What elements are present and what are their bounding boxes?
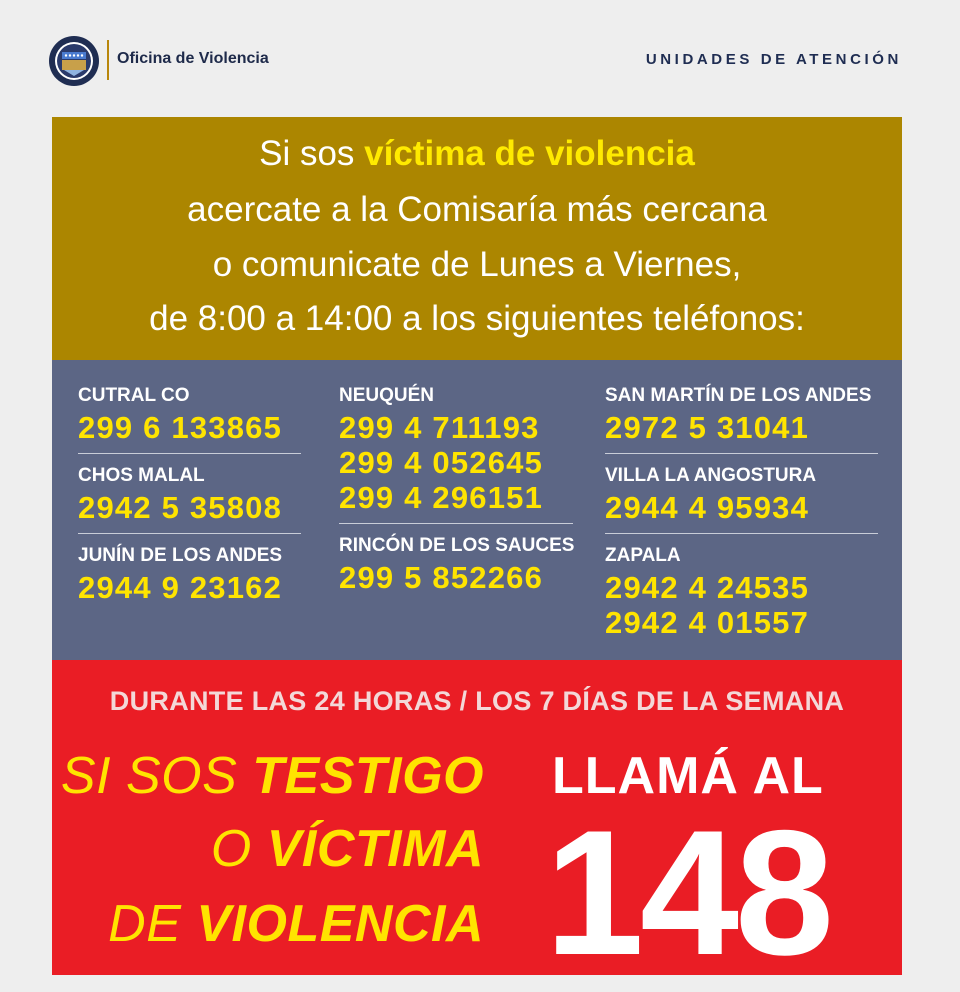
phone-number[interactable]: 299 4 711193 <box>339 410 540 445</box>
witness-line-3-emphasis: VIOLENCIA <box>196 895 484 953</box>
emergency-number[interactable]: 148 <box>545 793 830 992</box>
phone-number[interactable]: 2942 4 24535 <box>605 570 810 605</box>
witness-line-3 <box>108 894 484 954</box>
location-label: CUTRAL CO <box>78 385 190 406</box>
location-label: SAN MARTÍN DE LOS ANDES <box>605 385 872 406</box>
divider <box>605 453 878 454</box>
units-title: UNIDADES DE ATENCIÓN <box>645 51 902 68</box>
witness-line-1-emphasis: TESTIGO <box>252 747 484 805</box>
location-label: RINCÓN DE LOS SAUCES <box>339 535 575 556</box>
witness-line-2 <box>211 819 484 879</box>
hours-text: DURANTE LAS 24 HORAS / LOS 7 DÍAS DE LA SEMANA <box>109 686 845 716</box>
intro-line-1-text: Si sos <box>259 134 365 173</box>
call-label: LLAMÁ AL <box>552 747 824 805</box>
phone-number[interactable]: 299 4 296151 <box>339 480 544 515</box>
phone-number[interactable]: 299 5 852266 <box>339 560 544 595</box>
location-label: JUNÍN DE LOS ANDES <box>78 545 283 566</box>
org-name: Oficina de Violencia <box>117 50 269 67</box>
phone-directory <box>52 360 902 660</box>
divider <box>78 453 301 454</box>
witness-line-2-prefix: O <box>210 820 267 878</box>
phone-number[interactable]: 2972 5 31041 <box>605 410 810 445</box>
witness-line-2-emphasis: VÍCTIMA <box>266 820 484 878</box>
phone-number[interactable]: 2942 4 01557 <box>605 605 810 640</box>
divider <box>605 533 878 534</box>
logo-divider <box>107 40 109 80</box>
intro-line-4: de 8:00 a 14:00 a los siguientes teléfonos: <box>149 299 805 338</box>
emergency-banner <box>52 660 902 992</box>
phone-number[interactable]: 299 6 133865 <box>78 410 283 445</box>
phone-number[interactable]: 2944 9 23162 <box>78 570 283 605</box>
location-label: CHOS MALAL <box>78 465 205 486</box>
divider <box>339 523 573 524</box>
location-label: ZAPALA <box>605 545 681 566</box>
intro-highlight: víctima de violencia <box>364 134 695 173</box>
provincial-seal-icon <box>48 35 100 87</box>
divider <box>78 533 301 534</box>
intro-line-1 <box>52 134 902 174</box>
intro-banner <box>52 117 902 360</box>
intro-line-3: o comunicate de Lunes a Viernes, <box>212 245 742 284</box>
intro-line-2: acercate a la Comisaría más cercana <box>187 190 767 229</box>
phone-number[interactable]: 2942 5 35808 <box>78 490 283 525</box>
witness-line-1 <box>61 746 484 806</box>
witness-line-3-prefix: DE <box>108 895 197 953</box>
phone-number[interactable]: 2944 4 95934 <box>605 490 810 525</box>
header <box>0 0 960 117</box>
location-label: VILLA LA ANGOSTURA <box>605 465 817 486</box>
witness-line-1-prefix: SI SOS <box>60 747 253 805</box>
phone-number[interactable]: 299 4 052645 <box>339 445 544 480</box>
location-label: NEUQUÉN <box>339 385 435 406</box>
